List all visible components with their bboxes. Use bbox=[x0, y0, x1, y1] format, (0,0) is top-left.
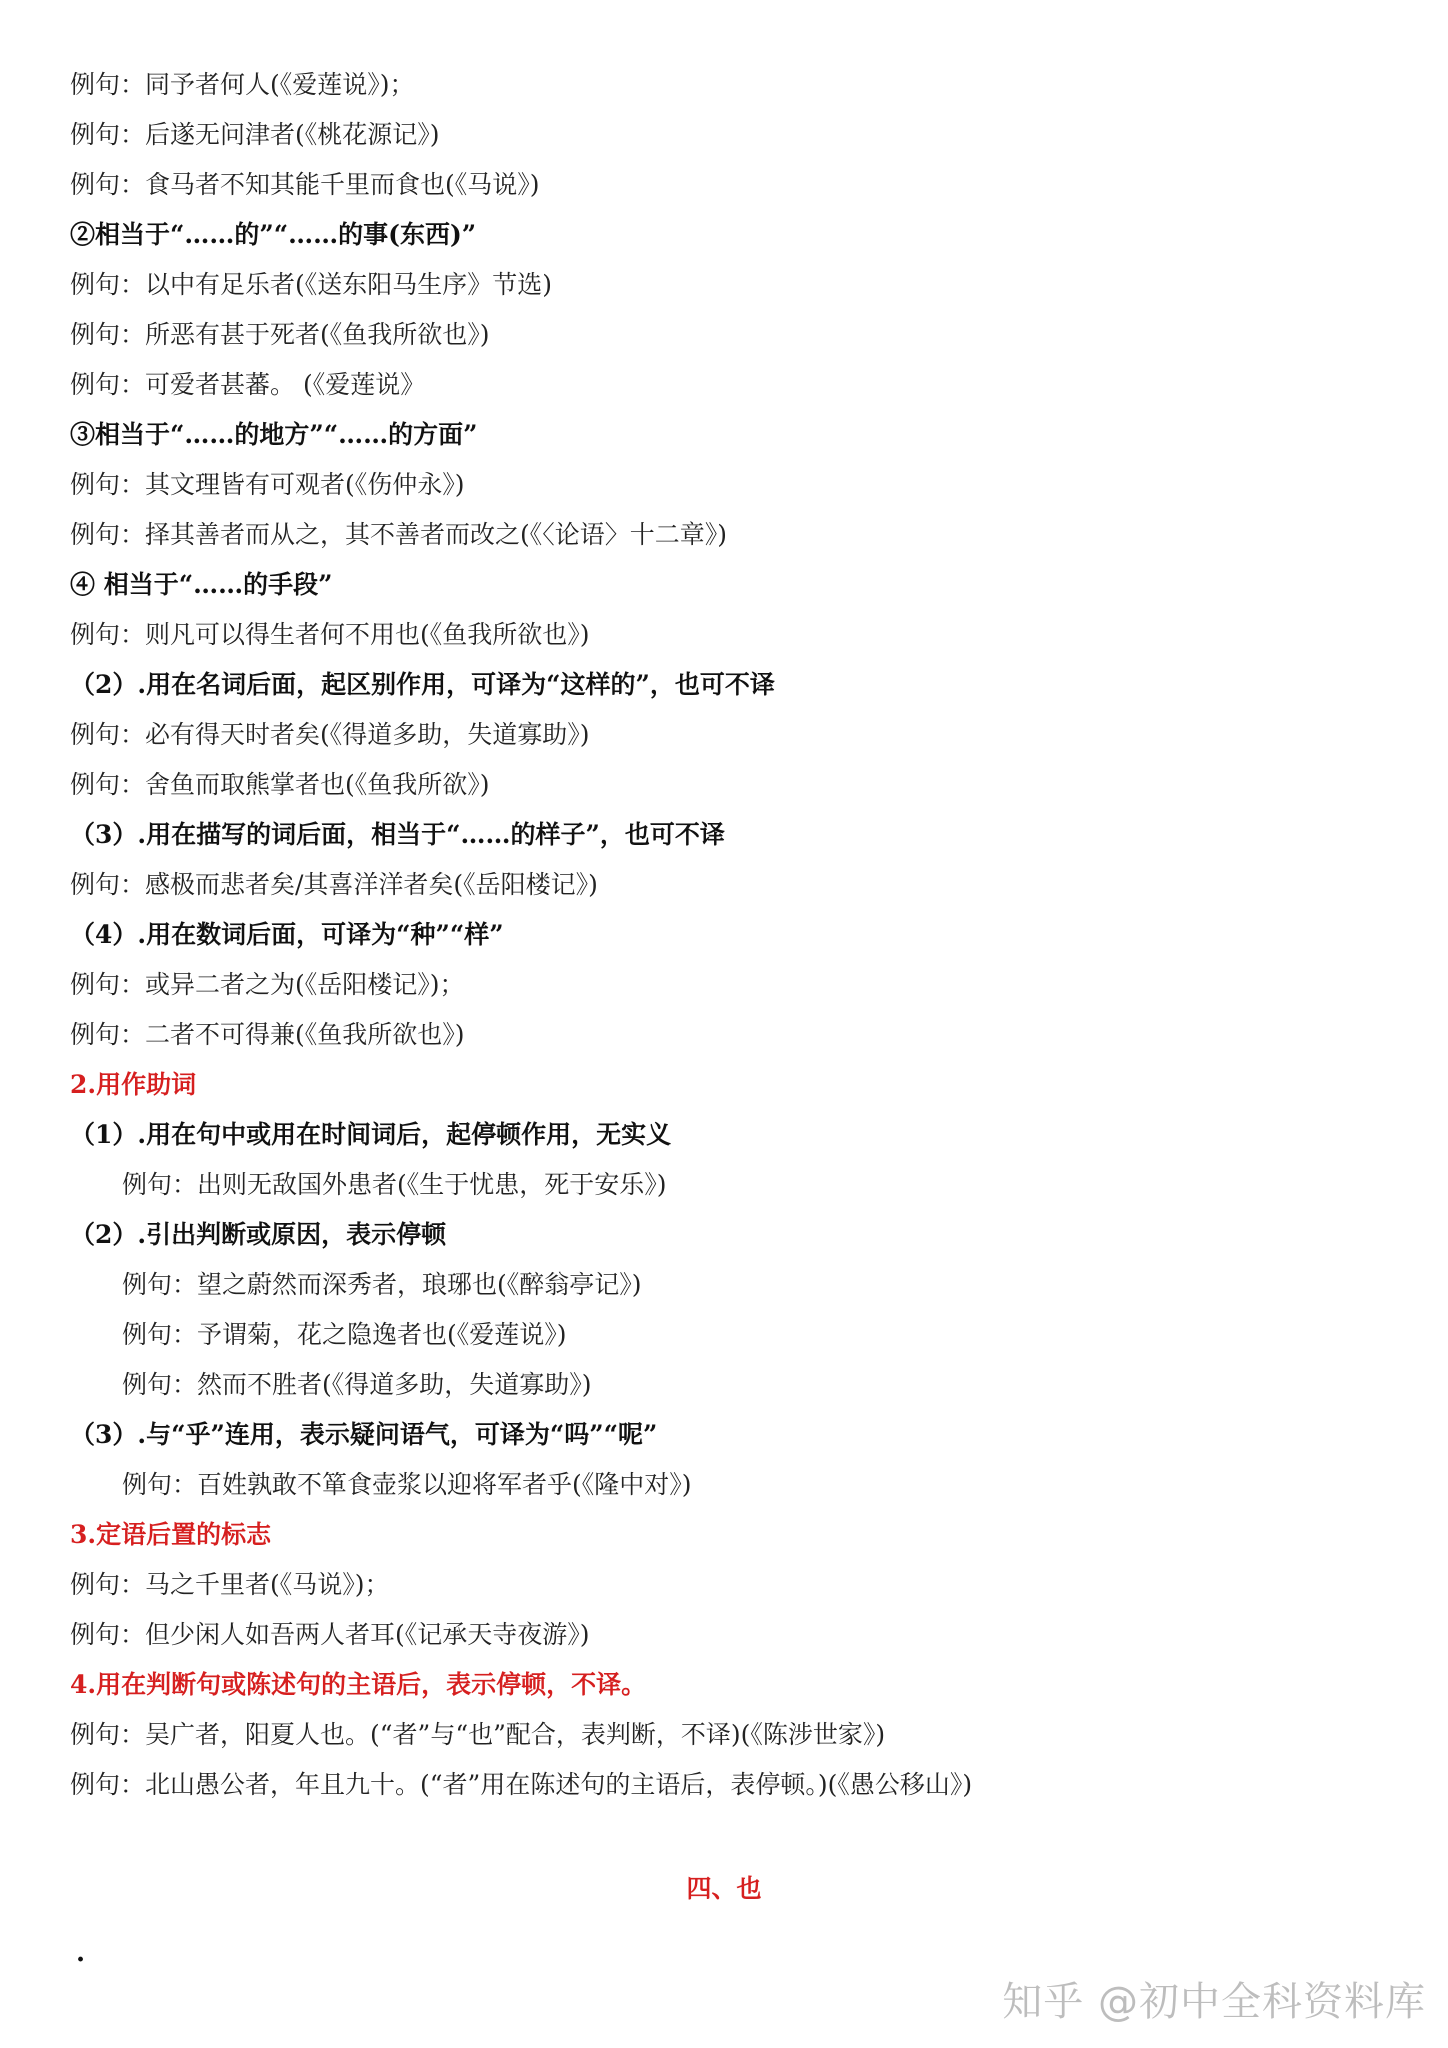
example-line: 例句：所恶有甚于死者(《鱼我所欲也》) bbox=[70, 320, 490, 349]
example-line: 例句：予谓菊，花之隐逸者也(《爱莲说》) bbox=[122, 1320, 567, 1349]
example-line: 例句：舍鱼而取熊掌者也(《鱼我所欲》) bbox=[70, 770, 490, 799]
subheading: ④ 相当于“……的手段” bbox=[70, 570, 333, 599]
example-line: 例句：吴广者，阳夏人也。(“者”与“也”配合，表判断，不译)(《陈涉世家》) bbox=[70, 1720, 886, 1749]
example-line: 例句：然而不胜者(《得道多助，失道寡助》) bbox=[122, 1370, 592, 1399]
example-line: 例句：必有得天时者矣(《得道多助，失道寡助》) bbox=[70, 720, 590, 749]
example-line: 例句：同予者何人(《爱莲说》)； bbox=[70, 70, 415, 99]
example-line: 例句：马之千里者(《马说》)； bbox=[70, 1570, 390, 1599]
example-line: 例句：出则无敌国外患者(《生于忧患，死于安乐》) bbox=[122, 1170, 667, 1199]
example-line: 例句：但少闲人如吾两人者耳(《记承天寺夜游》) bbox=[70, 1620, 590, 1649]
watermark: 知乎 @初中全科资料库 bbox=[1002, 1979, 1426, 2025]
example-line: 例句：感极而悲者矣/其喜洋洋者矣(《岳阳楼记》) bbox=[70, 870, 598, 899]
section-heading: 3.定语后置的标志 bbox=[70, 1520, 272, 1549]
subheading: （3）.与“乎”连用，表示疑问语气，可译为“吗”“呢” bbox=[70, 1420, 658, 1449]
example-line: 例句：北山愚公者，年且九十。(“者”用在陈述句的主语后，表停顿。)(《愚公移山》) bbox=[70, 1770, 973, 1799]
bullet-dot: · bbox=[76, 1945, 86, 1975]
section-heading: 2.用作助词 bbox=[70, 1070, 197, 1099]
subheading: （2）.引出判断或原因，表示停顿 bbox=[70, 1220, 447, 1249]
subheading: （1）.用在句中或用在时间词后，起停顿作用，无实义 bbox=[70, 1120, 672, 1149]
example-line: 例句：二者不可得兼(《鱼我所欲也》) bbox=[70, 1020, 465, 1049]
example-line: 例句：择其善者而从之，其不善者而改之(《〈论语〉十二章》) bbox=[70, 520, 728, 549]
subheading: ②相当于“……的”“……的事(东西)” bbox=[70, 220, 477, 249]
example-line: 例句：食马者不知其能千里而食也(《马说》) bbox=[70, 170, 540, 199]
example-line: 例句：可爱者甚蕃。 (《爱莲说》 bbox=[70, 370, 426, 399]
subheading: （4）.用在数词后面，可译为“种”“样” bbox=[70, 920, 504, 949]
example-line: 例句：其文理皆有可观者(《伤仲永》) bbox=[70, 470, 465, 499]
section-title: 四、也 bbox=[686, 1874, 762, 1903]
example-line: 例句：或异二者之为(《岳阳楼记》)； bbox=[70, 970, 465, 999]
example-line: 例句：后遂无问津者(《桃花源记》) bbox=[70, 120, 440, 149]
subheading: （3）.用在描写的词后面，相当于“……的样子”，也可不译 bbox=[70, 820, 725, 849]
example-line: 例句：望之蔚然而深秀者，琅琊也(《醉翁亭记》) bbox=[122, 1270, 642, 1299]
example-line: 例句：以中有足乐者(《送东阳马生序》节选) bbox=[70, 270, 553, 299]
example-line: 例句：则凡可以得生者何不用也(《鱼我所欲也》) bbox=[70, 620, 590, 649]
subheading: （2）.用在名词后面，起区别作用，可译为“这样的”，也可不译 bbox=[70, 670, 775, 699]
subheading: ③相当于“……的地方”“……的方面” bbox=[70, 420, 478, 449]
example-line: 例句：百姓孰敢不箪食壶浆以迎将军者乎(《隆中对》) bbox=[122, 1470, 692, 1499]
section-heading: 4.用在判断句或陈述句的主语后，表示停顿，不译。 bbox=[70, 1670, 647, 1699]
